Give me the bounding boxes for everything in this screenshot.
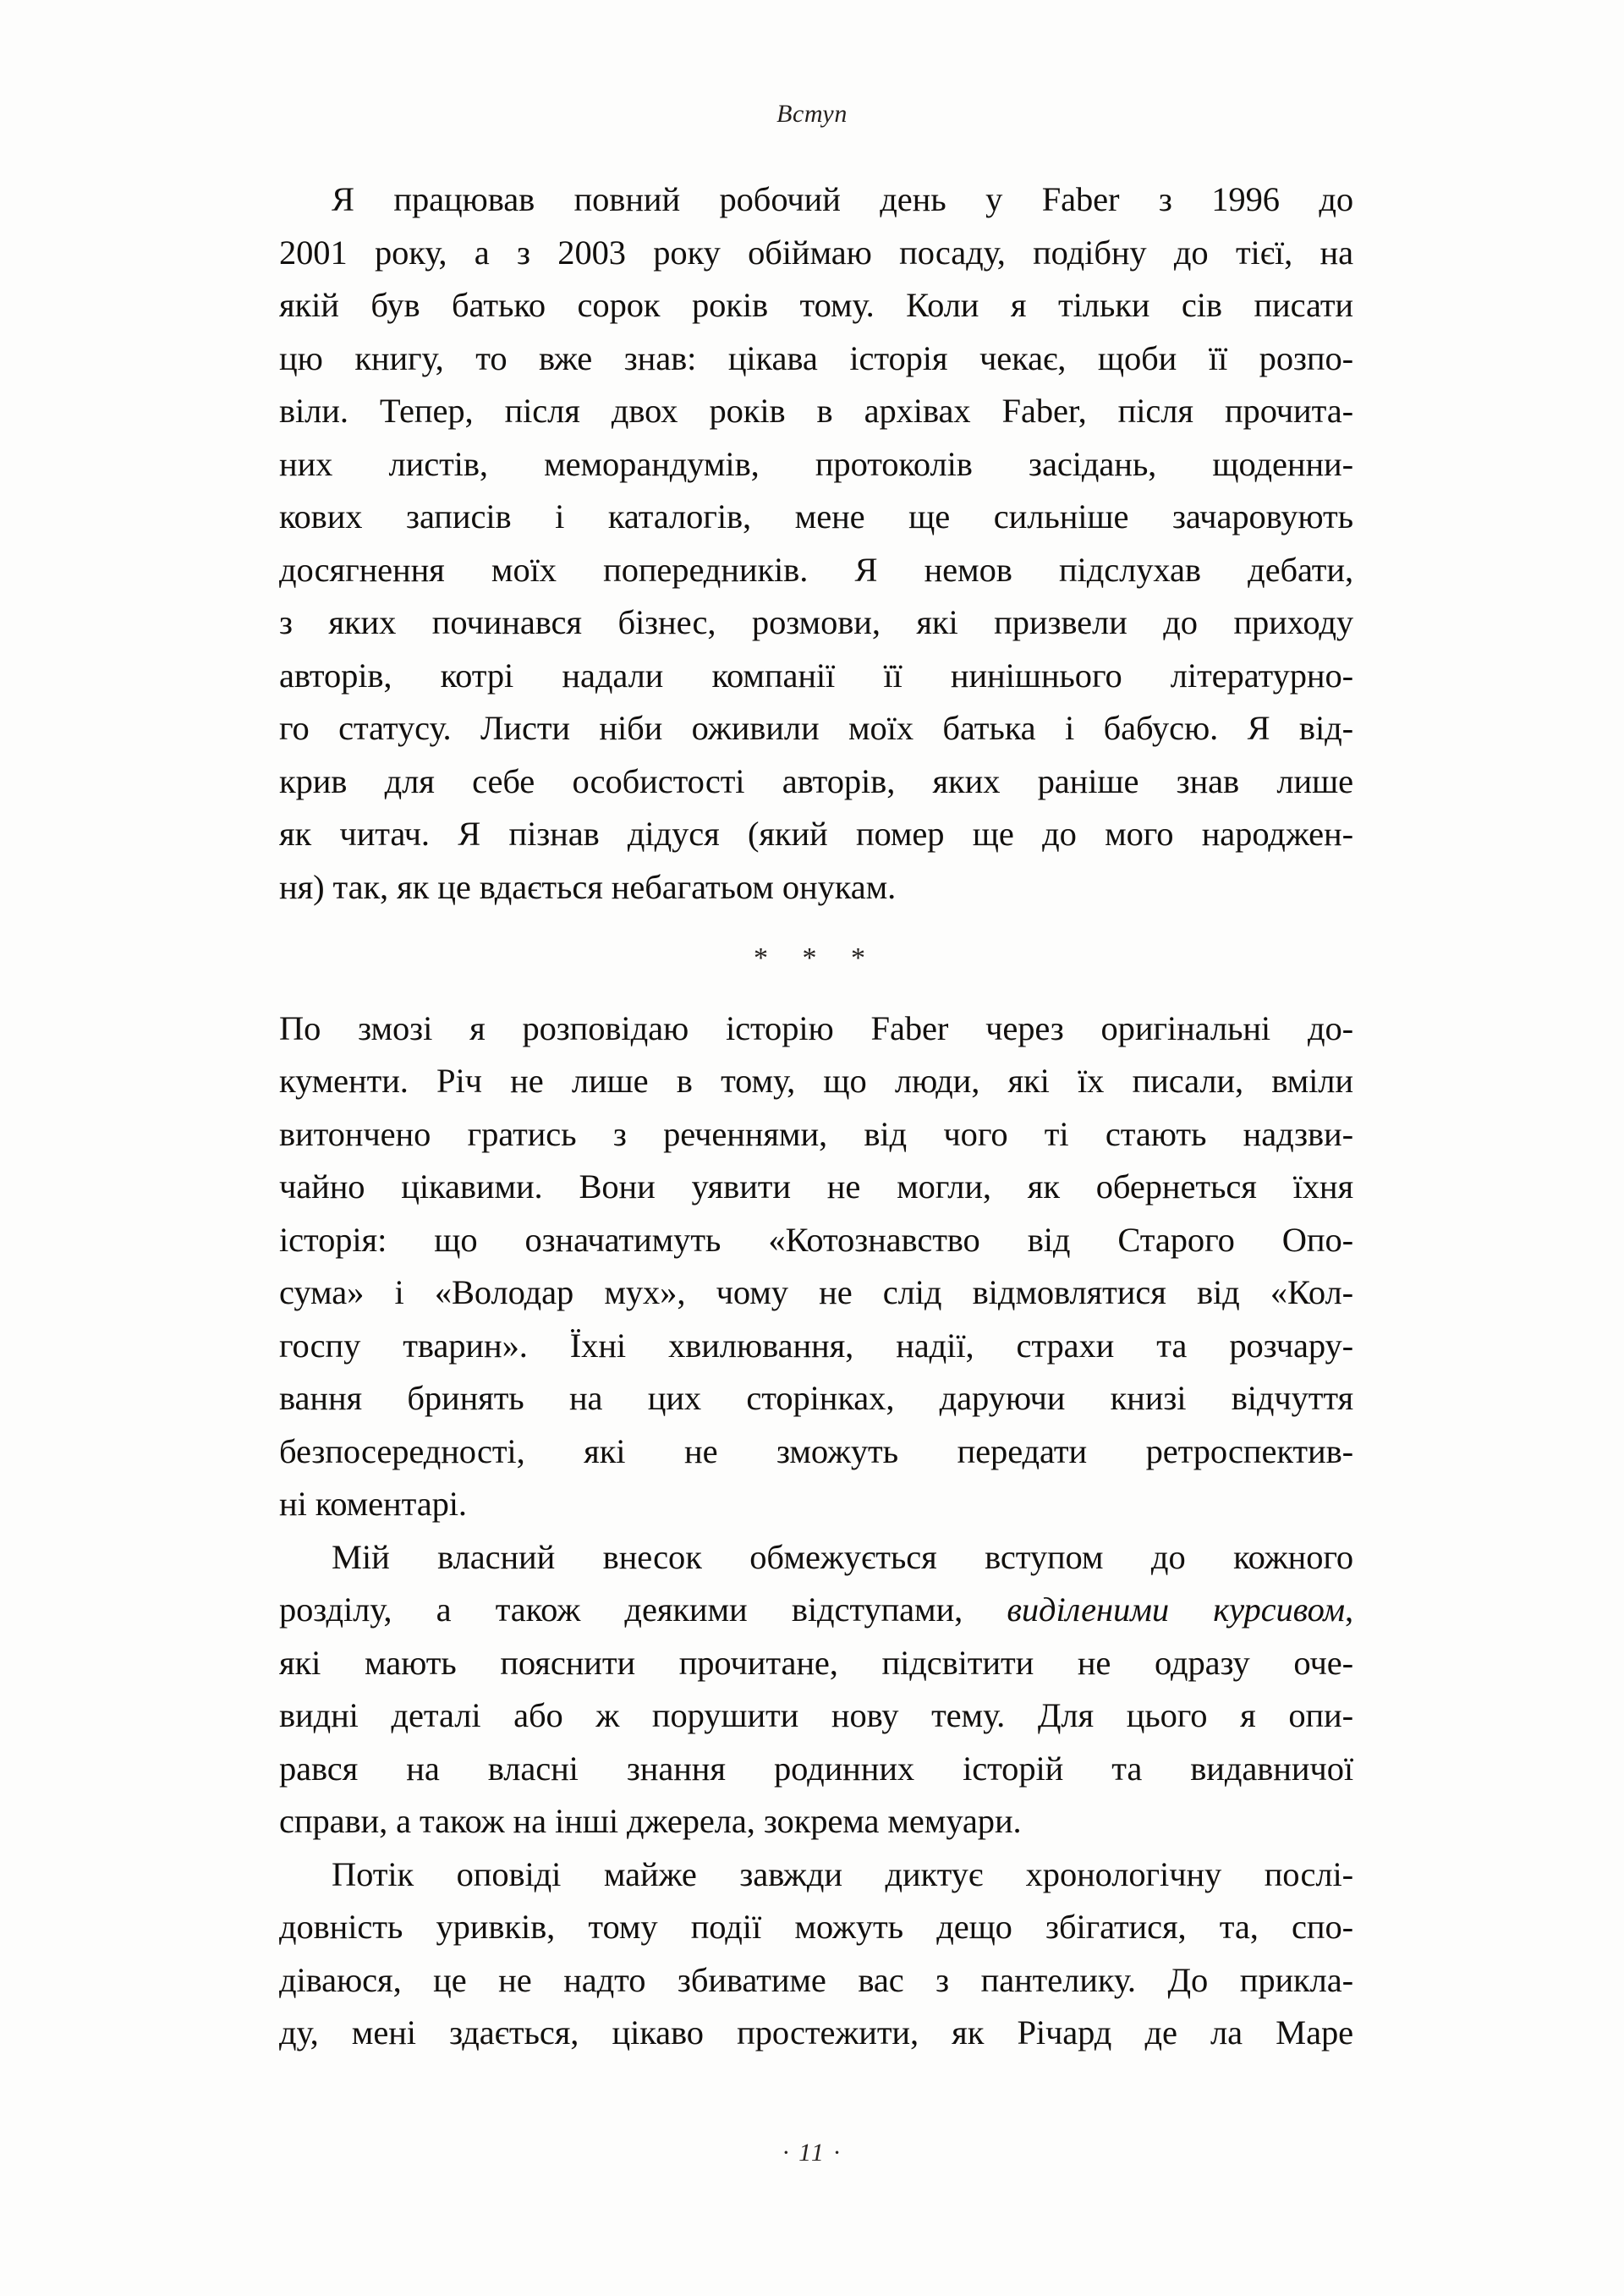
text-line: вання бринять на цих сторінках, даруючи книзі відчуття [279,1379,1353,1417]
text-line: безпосередності, які не зможуть передати ретроспектив- [279,1431,1353,1470]
text-line: ду, мені здається, цікаво простежити, як Річард де ла Маре [279,2013,1353,2052]
text-line: авторів, котрі надали компанії її нинішнього літературно- [279,656,1353,695]
text-line: як читач. Я пізнав дідуся (який помер ще до мого народжен- [279,815,1353,853]
text-line: кових записів і каталогів, мене ще сильніше зачаровують [279,497,1353,536]
text-run: розділу, а також деякими відступами, [279,1590,1007,1629]
text-line: діваюся, це не надто збиватиме вас з пантелику. До прикла- [279,1960,1353,1999]
text-line: видні деталі або ж порушити нову тему. Для цього я опи- [279,1696,1353,1734]
text-line: 2001 року, а з 2003 року обіймаю посаду, подібну до тієї, на [279,233,1353,272]
text-line: По змозі я розповідаю історію Faber через оригінальні до- [279,1008,1353,1047]
body-text [279,173,1353,2060]
paragraph-4 [279,1848,1353,2060]
text-line: довність уривків, тому події можуть дещо збігатися, та, спо- [279,1908,1353,1946]
text-line: Мій власний внесок обмежується вступом до кожного [332,1537,1353,1576]
section-separator: * * * [754,942,879,974]
text-line: цю книгу, то вже знав: цікава історія чекає, щоби її розпо- [279,338,1353,377]
text-line-with-italic [279,1584,1353,1637]
text-line: го статусу. Листи ніби оживили моїх батька і бабусю. Я від- [279,709,1353,747]
text-line: з яких починався бізнес, розмови, які призвели до приходу [279,603,1353,641]
text-line: Потік оповіді майже завжди диктує хронологічну послі- [332,1854,1353,1893]
text-line: які мають пояснити прочитане, підсвітити не одразу оче- [279,1643,1353,1682]
text-line: чайно цікавими. Вони уявити не могли, як обернеться їхня [279,1167,1353,1206]
text-line: рався на власні знання родинних історій та видавничої [279,1749,1353,1788]
paragraph-2 [279,1002,1353,1531]
text-line: них листів, меморандумів, протоколів засідань, щоденни- [279,444,1353,483]
text-line: сума» і «Володар мух», чому не слід відмовлятися від «Кол- [279,1273,1353,1311]
text-line: кументи. Річ не лише в тому, що люди, які їх писали, вміли [279,1062,1353,1100]
paragraph-1 [279,173,1353,914]
line-tail: , [1344,1590,1353,1629]
text-line: справи, а також на інші джерела, зокрема мемуари. [279,1802,1022,1840]
running-head: Вступ [776,100,848,128]
text-line: Я працював повний робочий день у Faber з 1996 до [332,180,1353,218]
text-line: ні коментарі. [279,1485,467,1523]
paragraph-3 [279,1531,1353,1848]
text-line: витончено гратись з реченнями, від чого ті стають надзви- [279,1114,1353,1153]
text-line: крив для себе особистості авторів, яких раніше знав лише [279,761,1353,800]
text-line: якій був батько сорок років тому. Коли я тільки сів писати [279,286,1353,324]
text-line: досягнення моїх попередників. Я немов підслухав дебати, [279,550,1353,589]
text-line: історія: що означатимуть «Котознавство від Старого Опо- [279,1220,1353,1259]
italic-phrase: виділеними курсивом [1007,1590,1345,1629]
page-folio: · 11 · [782,2139,842,2167]
text-line: віли. Тепер, після двох років в архівах Faber, після прочита- [279,392,1353,430]
text-line: ня) так, як це вдається небагатьом онукам. [279,867,897,906]
text-line: госпу тварин». Їхні хвилювання, надії, страхи та розчару- [279,1326,1353,1365]
